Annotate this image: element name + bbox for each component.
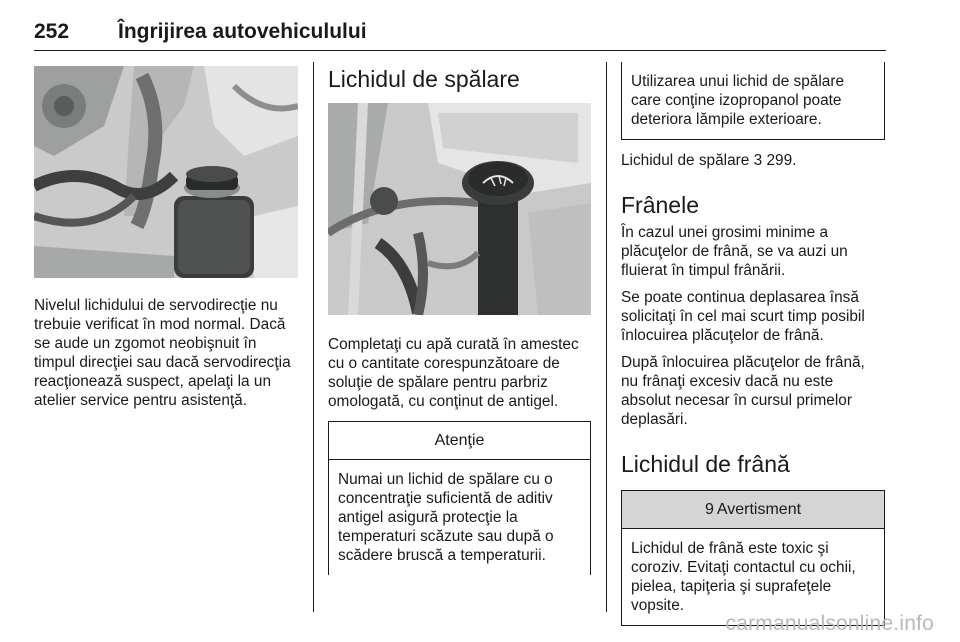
page-header: [34, 18, 886, 51]
watermark: carmanualsonline.info: [725, 612, 934, 635]
page-reference-icon: 3: [753, 152, 763, 169]
isopropanol-note-text: Utilizarea unui lichid de spălare care conţine izopropanol poate deteriora lămpile exterioare.: [631, 73, 845, 128]
brake-fluid-heading: Lichidul de frână: [621, 451, 790, 477]
chapter-title: Îngrijirea autovehiculului: [118, 20, 367, 43]
engine-bay-illustration: [34, 66, 298, 278]
caution-title: Atenţie: [329, 422, 590, 460]
brakes-paragraph-2: Se poate continua deplasarea însă solicitaţi în cel mai scurt timp posibil înlocuirea plăcuţelor de frână.: [621, 289, 865, 344]
caution-box: [328, 421, 591, 575]
washer-fluid-reference: [621, 151, 885, 170]
washer-fluid-text: Completaţi cu apă curată în amestec cu o cantitate corespunzătoare de soluţie de spălare pentru parbriz omologată, cu conţinut de antigel.: [328, 336, 579, 410]
power-steering-text: Nivelul lichidului de servodirecţie nu trebuie verificat în mod normal. Dacă se aude un zgomot neobişnuit în timpul direcţiei sau dacă servodirecţia reacţionează suspect, apelaţi la un atelier service pentru asistenţă.: [34, 297, 291, 409]
reference-label: Lichidul de spălare: [621, 152, 750, 169]
washer-fluid-heading: Lichidul de spălare: [328, 66, 520, 92]
power-steering-reservoir-photo: [34, 66, 298, 278]
warning-text: Lichidul de frână este toxic şi coroziv. Evitaţi contactul cu ochii, pielea, tapiţeria şi suprafeţele vopsite.: [631, 540, 856, 614]
warning-header: [622, 491, 884, 529]
brakes-paragraph-3: După înlocuirea plăcuţelor de frână, nu frânaţi excesiv dacă nu este absolut necesar în cursul primelor deplasări.: [621, 354, 865, 428]
warning-triangle-icon: 9: [704, 501, 714, 518]
warning-box: [621, 490, 885, 626]
reference-page: 299.: [766, 152, 797, 169]
washer-fluid-photo: [328, 103, 591, 315]
page-number: 252: [34, 20, 70, 43]
column-divider: [606, 62, 607, 612]
column-3: [621, 62, 885, 626]
washer-reservoir-illustration: [328, 103, 591, 315]
column-divider: [313, 62, 314, 612]
column-2: [328, 66, 591, 575]
brakes-heading: Frânele: [621, 192, 699, 218]
isopropanol-note-box: [621, 62, 885, 140]
caution-text: Numai un lichid de spălare cu o concentraţie suficientă de aditiv antigel asigură protecţie la temperaturi scăzute sau după o scădere bruscă a temperaturii.: [338, 471, 554, 564]
warning-title: Avertisment: [716, 501, 802, 518]
brakes-paragraph-1: În cazul unei grosimi minime a plăcuţelor de frână, se va auzi un fluierat în timpul frânării.: [621, 224, 848, 279]
column-1: [34, 66, 298, 418]
